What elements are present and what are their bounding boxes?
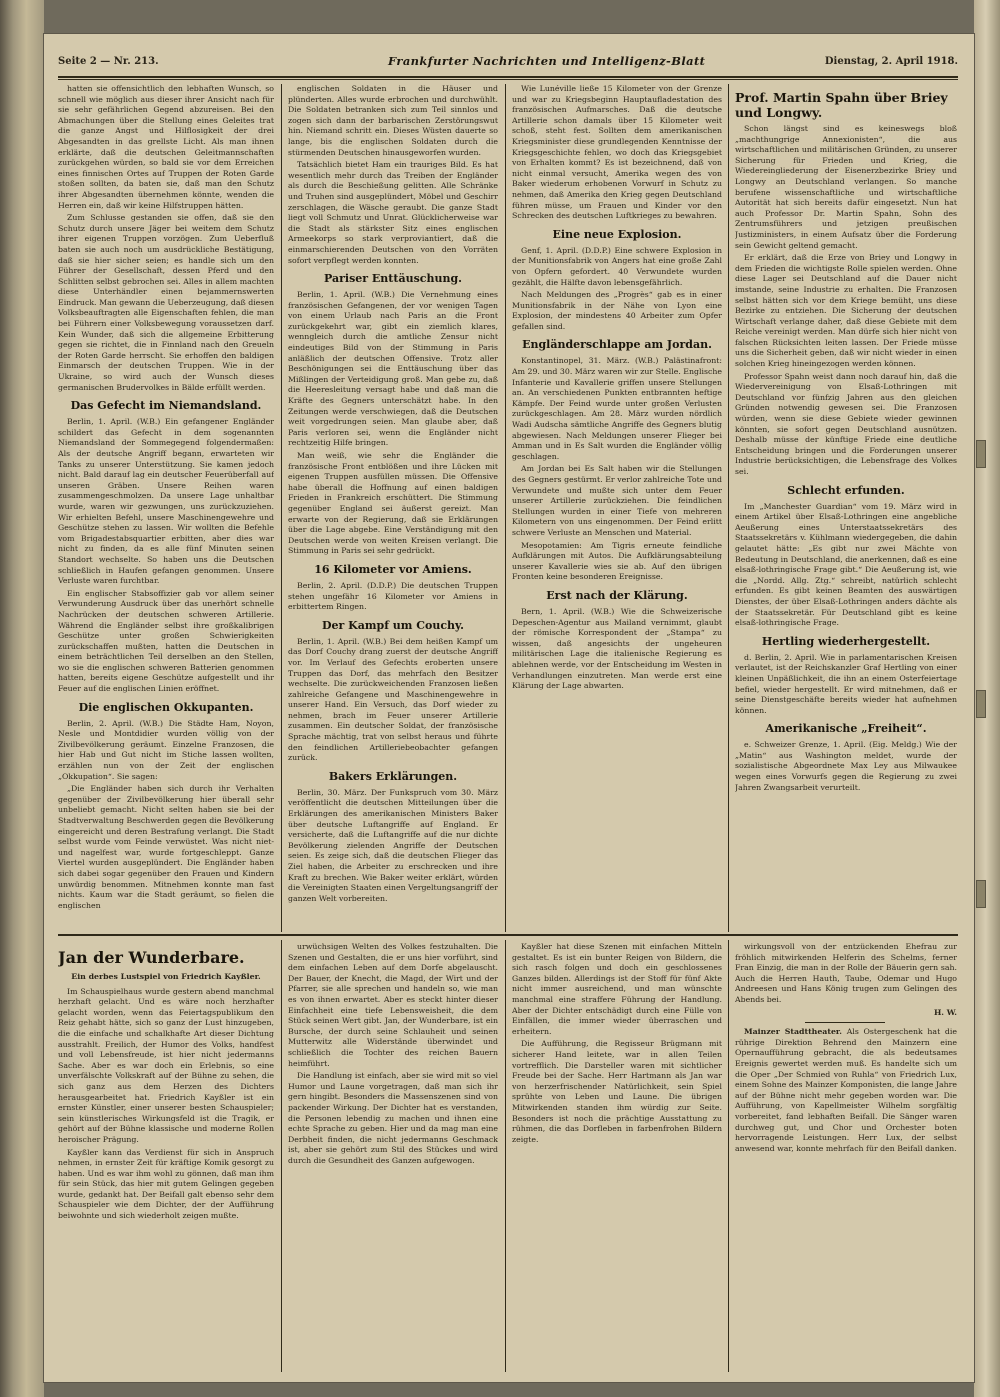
headline-pariser: Pariser Enttäuschung. [324,272,462,286]
paragraph: Genf, 1. April. (D.D.P.) Eine schwere Explosion in der Munitionsfabrik von Angers hat eine große Zahl von Opfern gefordert. 40 Verwundete wurden gezählt, die Hälfte davon lebensgefährlich. [512,245,722,287]
column-rule [281,940,282,1372]
feuilleton-column-3 [512,942,722,1372]
page-tab [976,690,986,718]
headline-jordan: Engländerschlappe am Jordan. [522,338,712,352]
paragraph: Tatsächlich bietet Ham ein trauriges Bild. Es hat wesentlich mehr durch das Treiben der Engländer als durch die Beschießung gelitten. Alle Schränke und Truhen sind ausgeplündert, Möbel und Geschirr zerschlagen, die Wäsche geraubt. Die ganze Stadt liegt voll Schmutz und Unrat. Glücklicherweise war die Stadt als stärkster Sitz eines englischen Armeekorps so stark verproviantiert, daß die einmarschierenden Deutschen von den Vorräten sofort verpflegt werden konnten. [288,160,498,265]
paragraph: Kayßler hat diese Szenen mit einfachen Mitteln gestaltet. Es ist ein bunter Reigen von Bildern, die sich rasch folgen und doch ein geschlossenes Ganzes bilden. Allerdings ist der Stoff für fünf Akte nicht immer ausreichend, und man wünschte manchmal eine straffere Führung der Handlung. Aber der Dichter entschädigt durch eine Fülle von Einfällen, die immer wieder überraschen und erheitern. [512,942,722,1036]
page-number: Seite 2 — Nr. 213. [58,56,159,67]
headline-explosion: Eine neue Explosion. [552,227,682,241]
headline-amiens: 16 Kilometer vor Amiens. [314,562,472,576]
column-1 [58,84,274,930]
book-binding [0,0,44,1397]
column-4 [735,84,957,930]
newspaper-page [44,34,974,1382]
headline-klaerung: Erst nach der Klärung. [546,588,688,602]
header-rule [58,79,958,80]
header-rule [58,76,958,78]
page-tab [976,440,986,468]
column-rule [505,84,506,932]
feuilleton-rule [58,934,958,936]
paragraph: Die Aufführung, die Regisseur Brügmann mit sicherer Hand leitete, war in allen Teilen vortrefflich. Die Darsteller waren mit sichtlicher Freude bei der Sache. Herr Hartmann als Jan war von herzerfrischender Natürlichkeit, sein Spiel sprühte von Leben und Laune. Die übrigen Mitwirkenden standen ihm würdig zur Seite. Besonders ist noch die prächtige Ausstattung zu rühmen, die das Dorfleben in farbenfrohen Bildern zeigte. [512,1039,722,1144]
paragraph: wirkungsvoll von der entzückenden Ehefrau zur fröhlich mitwirkenden Helferin des Schelms, ferner Fran Einzig, die man in der Rolle der Bäuerin gern sah. Auch die Herren Hauth, Taube, Odemar und Hugo Andreesen und Hans König trugen zum Gelingen des Abends bei. [735,942,957,1004]
column-2 [288,84,498,930]
headline-niemandsland: Das Gefecht im Niemandsland. [70,399,262,413]
paragraph: „Die Engländer haben sich durch ihr Verhalten gegenüber der Zivilbevölkerung hier überall sehr unbeliebt gemacht. Nicht selten haben sie bei der Stadtverwaltung Beschwerden gegen die Bevölkerung eingereicht und deren Bestrafung verlangt. Die Stadt selbst wurde vom Feinde verwüstet. Was nicht niet- und nagelfest war, wurde fortgeschleppt. Ganze Viertel wurden ausgeplündert. Die Engländer haben sich dabei sogar gegenüber den Frauen und Kindern unwürdig benommen. Mitnehmen konnte man fast nichts. Kaum war die Stadt geräumt, so fielen die englischen [58,784,274,910]
headline-couchy: Der Kampf um Couchy. [322,618,464,632]
paragraph: Ein englischer Stabsoffizier gab vor allem seiner Verwunderung Ausdruck über das unerhört schnelle Nachrücken der deutschen schweren Artillerie. Während die Engländer selbst ihre großkalibrigen Geschütze unter großen Schwierigkeiten zurückschaffen mußten, hatten die Deutschen in einem beträchtlichen Teil derselben an den Stellen, wo sie die englischen schweren Batterien genommen hatten, bereits eigene Geschütze aufgestellt und ihr Feuer auf die englischen Linien eröffnet. [58,588,274,694]
paragraph: Im Schauspielhaus wurde gestern abend manchmal herzhaft gelacht. Und es wäre noch herzhafter gelacht worden, wenn das Feiertagspublikum den Reiz gehabt hätte, sich so ganz der Lust hinzugeben, die die einfache und schalkhafte Art dieser Dichtung ausstrahlt. Freilich, der Humor des Volks, handfest und voll Lebensfreude, ist hier nicht jedermanns Sache. Aber es war doch ein Erlebnis, so eine unverfälschte Volkskraft auf der Bühne zu sehen, die sich ganz aus dem Herzen des Dichters herausgearbeitet hat. Friedrich Kayßler ist ein ernster Künstler, einer unserer besten Schauspieler; sein künstlerisches Wirkungsfeld ist die Tragik, er gehört auf der Bühne klassische und moderne Rollen heroischer Prägung. [58,986,274,1144]
paragraph: Berlin, 1. April. (W.B.) Die Vernehmung eines französischen Gefangenen, der vor wenigen Tagen von einem Urlaub nach Paris an die Front zurückgekehrt war, gibt ein ziemlich klares, wenngleich durch die amtliche Zensur nicht eindeutiges Bild von der Stimmung in Paris anläßlich der deutschen Offensive. Trotz aller Beschönigungen sei die Enttäuschung über das Mißlingen der Verteidigung groß. Man gebe zu, daß die Heeresleitung versagt habe und daß man die Kräfte des Gegners unterschätzt habe. In den Zeitungen werde verschwiegen, daß die Deutschen weit vorgedrungen seien. Man glaube aber, daß Paris verloren sei, wenn die Engländer nicht rechtzeitig Hilfe bringen. [288,290,498,448]
paragraph: urwüchsigen Welten des Volkes festzuhalten. Die Szenen und Gestalten, die er uns hier vorführt, sind dem einfachen Leben auf dem Dorfe abgelauscht. Der Bauer, der Knecht, die Magd, der Wirt und der Pfarrer, sie alle sprechen und handeln so, wie man es von ihnen erwartet. Aber es steckt hinter dieser Einfachheit eine tiefe Lebensweisheit, die dem Stück seinen Wert gibt. Jan, der Wunderbare, ist ein Bursche, der durch seine Schlauheit und seinen Mutterwitz alle Widerstände überwindet und schließlich die Tochter des reichen Bauern heimführt. [288,942,498,1068]
column-rule [281,84,282,932]
paragraph: Berlin, 30. März. Der Funkspruch vom 30. März veröffentlicht die deutschen Mitteilungen über die Erklärungen des amerikanischen Ministers Baker über deutsche Luftangriffe auf England. Er versicherte, daß die Luftangriffe auf die nur dichte Bevölkerung zielenden Angriffe der Deutschen seien. Es zeige sich, daß die deutschen Flieger das Ziel haben, die Arbeiter zu erschrecken und ihre Kraft zu brechen. Wie Baker weiter erklärt, würden die Vereinigten Staaten einen Vergeltungsangriff der ganzen Welt vorbereiten. [288,787,498,903]
paragraph: hatten sie offensichtlich den lebhaften Wunsch, so schnell wie möglich aus dieser ihrer Ansicht nach für sie sehr gefährlichen Gegend abzureisen. Bei den Abmachungen über die Stellung eines Geleites trat die ganze Angst und Hilflosigkeit der drei Abgesandten in das grellste Licht. Als man ihnen erklärte, daß die deutschen Geleitmannschaften zurückgehen würden, so bald sie vor dem Erreichen eines finnischen Ortes auf Truppen der Roten Garde stoßen sollten, da baten sie, daß man den Schutz ihrer Abgesandten übernehmen könnte, wenden die Herren ein, daß wir keine Hilfstruppen hätten. [58,84,274,210]
headline-baker: Bakers Erklärungen. [328,769,458,783]
feuilleton-column-1 [58,942,274,1372]
paragraph: Bern, 1. April. (W.B.) Wie die Schweizerische Depeschen-Agentur aus Mailand vernimmt, glaubt der römische Korrespondent der „Stampa“ zu wissen, daß angesichts der ungeheuren militärischen Lage die italienische Regierung es ablehnen werde, vor der Entscheidung im Westen in Verhandlungen einzutreten. Man werde erst eine Klärung der Lage abwarten. [512,606,722,691]
page-tab [976,880,986,908]
section-rule [805,1022,885,1023]
page-header [58,56,958,76]
paragraph: Berlin, 1. April. (W.B.) Bei dem heißen Kampf um das Dorf Couchy drang zuerst der deutsche Angriff vor. Im Verlauf des Gefechts eroberten unsere Truppen das Dorf, das mehrfach den Besitzer wechselte. Die zurückweichenden Franzosen ließen zahlreiche Gefangene und Maschinengewehre in unserer Hand. Ein Versuch, das Dorf wieder zu nehmen, brach im Feuer unserer Artillerie zusammen. Ein deutscher Soldat, der französische Sprache mächtig, trat von selbst heraus und führte den feindlichen Artilleriebeobachter gefangen zurück. [288,636,498,763]
feuilleton-title: Jan der Wunderbare. [58,948,245,967]
column-rule [728,940,729,1372]
feuilleton-column-4 [735,942,957,1372]
feuilleton-column-2 [288,942,498,1372]
paragraph: Berlin, 1. April. (W.B.) Ein gefangener Engländer schildert das Gefecht in dem sogenannten Niemandsland der Sommegegend folgendermaßen: Als der deutsche Angriff begann, erwarteten wir Tanks zu unserer Unterstützung. Sie kamen jedoch nicht. Bald darauf lag ein deutscher Feuerüberfall auf unseren Gräben. Unsere Reihen waren zusammengeschmolzen. Da unsere Lage unhaltbar wurde, waren wir gezwungen, uns zurückzuziehen. Wir erhielten Befehl, unsere Maschinengewehre und Geschütze stehen zu lassen. Wir wollten die Befehle vom Brigadestabsquartier erbitten, aber dies war nicht zu finden, da es alle fünf Minuten seinen Standort wechselte. So haben uns die Deutschen schließlich in Haufen gefangen genommen. Unsere Verluste waren furchtbar. [58,417,274,586]
theater-title: Mainzer Stadttheater. [744,1027,843,1037]
headline-okkupanten: Die englischen Okkupanten. [78,700,254,714]
column-3 [512,84,722,930]
paragraph: Konstantinopel, 31. März. (W.B.) Palästinafront: Am 29. und 30. März waren wir zur Stelle. Englische Infanterie und Kavallerie griffen unsere Stellungen an. An verschiedenen Punkten entbrannten heftige Kämpfe. Der Feind wurde unter großen Verlusten zurückgeschlagen. Am 28. März wurden nördlich Wadi Audscha sämtliche Angriffe des Gegners blutig abgewiesen. Nach Meldungen unserer Flieger bei Amman und in Es Salt wurden die Engländer völlig geschlagen. [512,356,722,461]
paragraph: d. Berlin, 2. April. Wie in parlamentarischen Kreisen verlautet, ist der Reichskanzler Graf Hertling von einer kleinen Unpäßlichkeit, die ihn an einem Osterfeiertage befiel, wieder hergestellt. Er wird mitnehmen, daß er seine Dienstgeschäfte bereits wieder hat aufnehmen können. [735,652,957,715]
paragraph: Als Ostergeschenk hat die rührige Direktion Behrend den Mainzern eine Opernaufführung gebracht, die als bedeutsames Ereignis gewertet werden muß. Es handelte sich um die Oper „Der Schmied von Ruhla“ von Friedrich Lux, einem Sohne des Mainzer Komponisten, die lange Jahre auf der Bühne nicht mehr gegeben worden war. Die Aufführung, von Kapellmeister Wilhelm sorgfältig vorbereitet, fand lebhaften Beifall. Die Sänger waren durchweg gut, und Chor und Orchester boten hervorragende Leistungen. Herr Lux, der selbst anwesend war, konnte mehrfach für den Beifall danken. [735,1027,957,1153]
author-signature: H. W. [933,1007,957,1017]
headline-freiheit: Amerikanische „Freiheit“. [765,722,927,736]
paragraph: Wie Lunéville ließe 15 Kilometer von der Grenze und war zu Kriegsbeginn Hauptaufladestation des französischen Aufmarsches. Daß die deutsche Artillerie schon damals über 15 Kilometer weit schoß, steht fest. Sollten dem amerikanischen Kriegsminister diese grundlegenden Kenntnisse der Kriegsgeschichte fehlen, wo doch das Kriegsgebiet von Erhalten kommt? Es ist bezeichnend, daß von nicht einmal versucht, Amerika wegen des von Baker wiederum erhobenen Vorwurf in Schutz zu nehmen, daß Amerika den Krieg gegen Deutschland führen müsse, um Frauen und Kinder vor den Schrecken des deutschen Luftkrieges zu bewahren. [512,84,722,221]
headline-hertling: Hertling wiederhergestellt. [761,634,931,648]
paragraph: Berlin, 2. April. (D.D.P.) Die deutschen Truppen stehen ungefähr 16 Kilometer vor Amiens in erbittertem Ringen. [288,580,498,612]
paragraph: Berlin, 2. April. (W.B.) Die Städte Ham, Noyon, Nesle und Montdidier wurden völlig von der Zivilbevölkerung geräumt. Einzelne Franzosen, die hier Hab und Gut nicht im Stiche lassen wollten, erzählen nun von der Zeit der englischen „Okkupation“. Sie sagen: [58,718,274,781]
paragraph: Schon längst sind es keineswegs bloß „machthungrige Annexionisten“, die aus wirtschaftlichen und militärischen Gründen, zu unserer Sicherung für Frieden und Krieg, die Wiedereingliederung der Eisenerzbezirke Briey und Longwy an Deutschland verlangen. So manche berufene wissenschaftliche und wirtschaftliche Autorität hat sich bereits dafür eingesetzt. Nun hat auch Professor Dr. Martin Spahn, Sohn des Zentrumsführers und jetzigen preußischen Justizministers, in einem Aufsatz über die Forderung sein Gewicht geltend gemacht. [735,124,957,250]
paragraph: Nach Meldungen des „Progrès“ gab es in einer Munitionsfabrik in der Nähe von Lyon eine Explosion, der mindestens 40 Arbeiter zum Opfer gefallen sind. [512,290,722,331]
paragraph: Kayßler kann das Verdienst für sich in Anspruch nehmen, in ernster Zeit für kräftige Komik gesorgt zu haben. Und es war ihm wohl zu gönnen, daß man ihm für sein Stück, das hier mit gutem Gelingen gegeben wurde, gedankt hat. Der Beifall galt ebenso sehr dem Schauspieler wie dem Dichter, der der Aufführung beiwohnte und sich wiederholt zeigen mußte. [58,1147,274,1221]
paragraph: Am Jordan bei Es Salt haben wir die Stellungen des Gegners gestürmt. Er verlor zahlreiche Tote und Verwundete und mußte sich unter dem Feuer unserer Artillerie zurückziehen. Die feindlichen Stellungen wurden in einer Tiefe von mehreren Kilometern von uns eingenommen. Der Feind erlitt schwere Verluste an Menschen und Material. [512,464,722,537]
issue-date: Dienstag, 2. April 1918. [824,56,958,67]
paragraph: Man weiß, wie sehr die Engländer die französische Front entblößen und ihre Lücken mit eigenen Truppen ausfüllen müssen. Die Offensive habe überall die Hoffnung auf einen baldigen Frieden in Frankreich erschüttert. Die Stimmung gegenüber England sei äußerst gereizt. Man erwarte von der Regierung, daß sie Erklärungen über die Lage abgebe. Eine Verständigung mit den Deutschen werde von weiten Kreisen verlangt. Die Stimmung in Paris sei sehr gedrückt. [288,451,498,556]
paragraph: englischen Soldaten in die Häuser und plünderten. Alles wurde erbrochen und durchwühlt. Die Soldaten betranken sich zum Teil sinnlos und zogen sich dann der barbarischen Zerstörungswut hin. Niemand schritt ein. Dieses Wüsten dauerte so lange, bis die englischen Soldaten durch die stürmenden Deutschen hinausgeworfen wurden. [288,84,498,157]
paragraph: Zum Schlusse gestanden sie offen, daß sie den Schutz durch unsere Jäger bei weitem dem Schutz ihrer eigenen Truppen vorzögen. Zum Ueberfluß baten sie auch noch um ausdrückliche Bestätigung, daß sie hier sicher seien; es handle sich um den Führer der Gesellschaft, dessen Pferd und den Schlitten selbst gebrochen sei. Alles in allem machten diese Unterhändler einen bejammernswerten Eindruck. Man gewann die Ueberzeugung, daß diesen Volksbeauftragten alle Eigenschaften fehlen, die man bei Führern einer Volksbewegung voraussetzen darf. Kein Wunder, daß sich die allgemeine Erbitterung gegen sie richtet, die in Finnland nach den Greueln der Roten Garde herrscht. Sie erhoffen den baldigen Einmarsch der deutschen Truppen. Wie in der Ukraine, so wird auch der Wunsch dieses germanischen Brudervolkes in Bälde erfüllt werden. [58,213,274,392]
paragraph: Im „Manchester Guardian“ vom 19. März wird in einem Artikel über Elsaß-Lothringen eine angebliche Aeußerung eines Unterstaatssekretärs des Staatssekretärs v. Kühlmann wiedergegeben, die dahin gelautet hätte: „Es gibt nur zwei Mächte von Bedeutung in Deutschland, die anerkennen, daß es eine elsaß-lothringische Frage gibt.“ Die Aeußerung ist, wie die „Nordd. Allg. Ztg.“ schreibt, natürlich schlecht erfunden. Es gibt keinen Beamten des auswärtigen Dienstes, der über Elsaß-Lothringen anders dächte als der Staatssekretär. Für Deutschland gibt es keine elsaß-lothringische Frage. [735,501,957,628]
paragraph: Professor Spahn weist dann noch darauf hin, daß die Wiedervereinigung von Elsaß-Lothringen mit Deutschland vor fünfzig Jahren aus den gleichen Gründen notwendig gewesen sei. Die Franzosen würden, wenn sie diese Gebiete wieder gewinnen könnten, sie sofort gegen Deutschland ausnützen. Deshalb müsse der künftige Friede eine deutliche Entscheidung bringen und die Forderungen unserer Industrie berücksichtigen, die Lebensfrage des Volkes sei. [735,371,957,476]
column-rule [728,84,729,932]
paragraph: Er erklärt, daß die Erze von Briey und Longwy in dem Frieden die wichtigste Rolle spielen werden. Ohne diese Lager sei Deutschland auf die Dauer nicht imstande, seine Industrie zu erhalten. Die Franzosen selbst hätten sich vor dem Kriege bemüht, uns diese Bezirke zu entziehen. Die Sicherung der deutschen Wirtschaft verlange daher, daß diese Gebiete mit dem Reiche vereinigt werden. Man dürfe sich hier nicht von falschen Rücksichten leiten lassen. Der Friede müsse uns die Sicherheit geben, daß wir nicht wieder in einen solchen Krieg hineingezogen werden können. [735,253,957,369]
feuilleton-subtitle: Ein derbes Lustspiel von Friedrich Kayßler. [71,972,261,981]
paragraph: Die Handlung ist einfach, aber sie wird mit so viel Humor und Laune vorgetragen, daß man sich ihr gern hingibt. Besonders die Massenszenen sind von packender Wirkung. Der Dichter hat es verstanden, die Personen lebendig zu machen und ihnen eine echte Sprache zu geben. Hier und da mag man eine Derbheit finden, die nicht jedermanns Geschmack ist, aber sie gehört zum Stil des Stückes und wird durch die Gesundheit des Ganzen aufgewogen. [288,1071,498,1165]
headline-erfunden: Schlecht erfunden. [787,483,905,497]
column-rule [505,940,506,1372]
paragraph: Mesopotamien: Am Tigris erneute feindliche Aufklärungen mit Autos. Die Aufklärungsabteilung unserer Kavallerie wies sie ab. Auf den übrigen Fronten keine besonderen Ereignisse. [512,540,722,582]
paragraph: e. Schweizer Grenze, 1. April. (Eig. Meldg.) Wie der „Matin“ aus Washington meldet, wurde der sozialistische Abgeordnete Max Ley aus Milwaukee wegen eines Vorwurfs gegen die Regierung zu zwei Jahren Zwangsarbeit verurteilt. [735,740,957,792]
masthead: Frankfurter Nachrichten und Intelligenz-Blatt [388,54,706,68]
headline-spahn: Prof. Martin Spahn über Briey und Longwy. [735,90,948,120]
